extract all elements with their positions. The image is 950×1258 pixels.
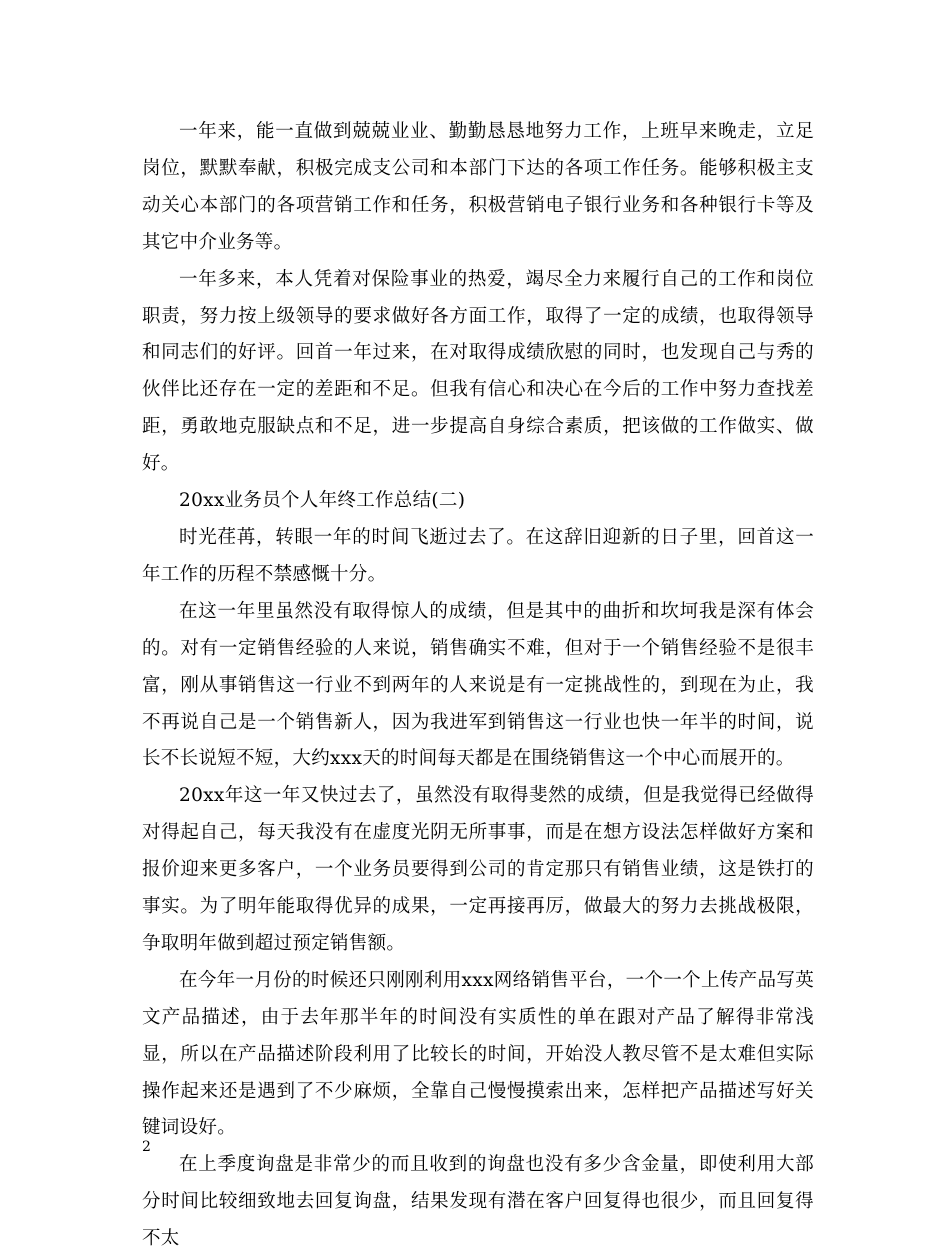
paragraph: 一年多来，本人凭着对保险事业的热爱，竭尽全力来履行自己的工作和岗位职责，努力按上级领导的要求做好各方面工作，取得了一定的成绩，也取得领导和同志们的好评。回首一年过来，在对取得成绩欣慰的同时，也发现自己与秀的伙伴比还存在一定的差距和不足。但我有信心和决心在今后的工作中努力查找差距，勇敢地克服缺点和不足，进一步提高自身综合素质，把该做的工作做实、做好。 — [142, 268, 814, 475]
paragraph: 在今年一月份的时候还只刚刚利用xxx网络销售平台，一个一个上传产品写英文产品描述，由于去年那半年的时间没有实质性的单在跟对产品了解得非常浅显，所以在产品描述阶段利用了比较长的时间，开始没人教尽管不是太难但实际操作起来还是遇到了不少麻烦，全靠自己慢慢摸索出来，怎样把产品描述写好关键词设好。 — [142, 969, 814, 1139]
paragraph: 在上季度询盘是非常少的而且收到的询盘也没有多少含金量，即使利用大部分时间比较细致地去回复询盘，结果发现有潜在客户回复得也很少，而且回复得不太 — [142, 1154, 814, 1250]
section-heading: 20xx业务员个人年终工作总结(二) — [179, 490, 466, 512]
paragraph: 时光荏苒，转眼一年的时间飞逝过去了。在这辞旧迎新的日子里，回首这一年工作的历程不禁感慨十分。 — [142, 526, 814, 585]
page-number: 2 — [142, 1139, 151, 1155]
paragraph: 一年来，能一直做到兢兢业业、勤勤恳恳地努力工作，上班早来晚走，立足岗位，默默奉献，积极完成支公司和本部门下达的各项工作任务。能够积极主支动关心本部门的各项营销工作和任务，积极营销电子银行业务和各种银行卡等及其它中介业务等。 — [142, 121, 814, 253]
paragraph: 在这一年里虽然没有取得惊人的成绩，但是其中的曲折和坎坷我是深有体会的。对有一定销售经验的人来说，销售确实不难，但对于一个销售经验不是很丰富，刚从事销售这一行业不到两年的人来说是有一定挑战性的，到现在为止，我不再说自己是一个销售新人，因为我进军到销售这一行业也快一年半的时间，说长不长说短不短，大约xxx天的时间每天都是在围绕销售这一个中心而展开的。 — [142, 600, 814, 770]
paragraph: 20xx年这一年又快过去了，虽然没有取得斐然的成绩，但是我觉得已经做得对得起自己，每天我没有在虚度光阴无所事事，而是在想方设法怎样做好方案和报价迎来更多客户，一个业务员要得到公司的肯定那只有销售业绩，这是铁打的事实。为了明年能取得优异的成果，一定再接再厉，做最大的努力去挑战极限，争取明年做到超过预定销售额。 — [142, 785, 814, 954]
document-body — [142, 114, 814, 1258]
